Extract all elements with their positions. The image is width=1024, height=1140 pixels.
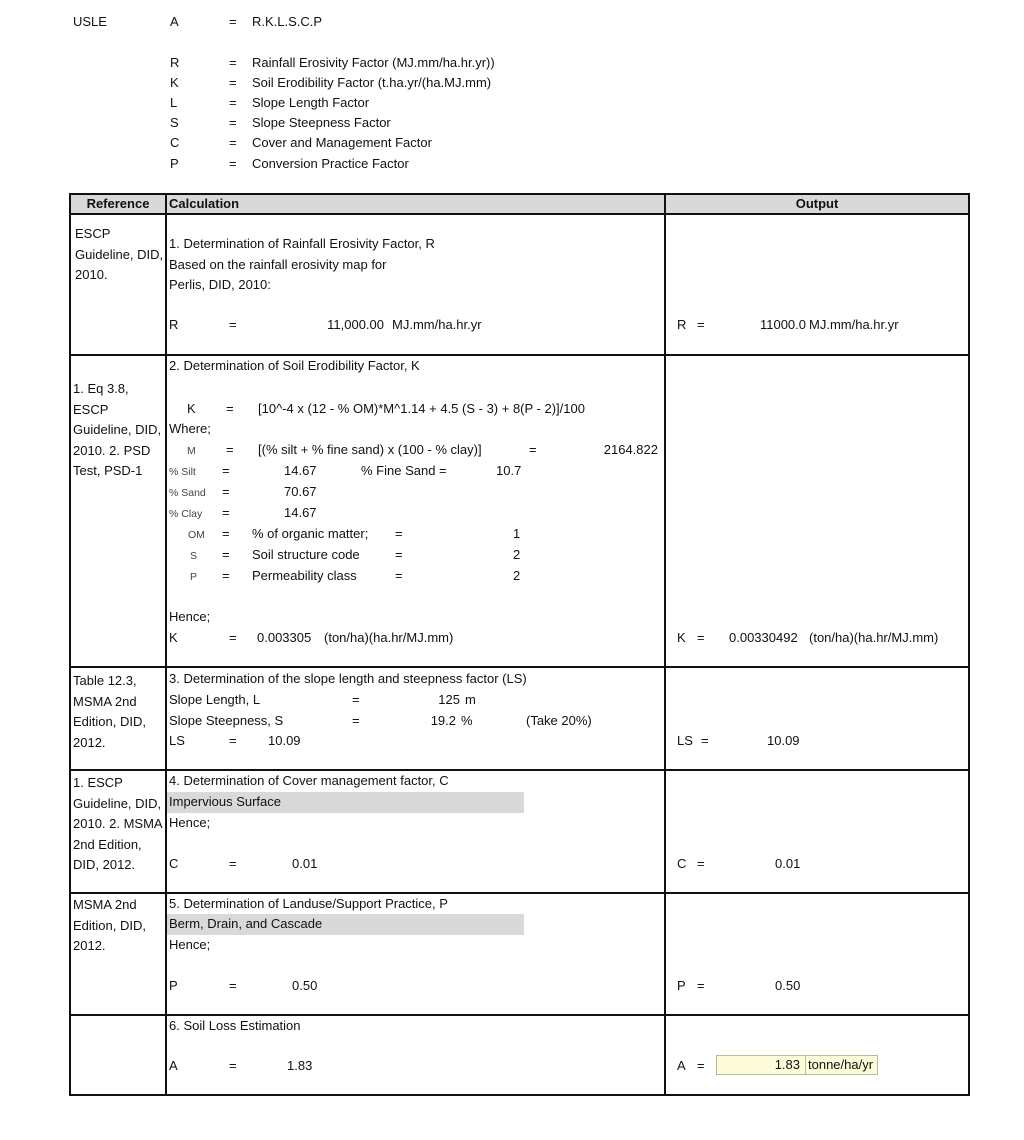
- calc-symbol: S: [190, 550, 198, 562]
- cell-divider: [805, 1056, 806, 1074]
- table-border: [69, 1094, 970, 1096]
- equals-sign: =: [229, 135, 237, 150]
- calc-text: % Fine Sand =: [361, 463, 447, 478]
- calc-value: 14.67: [284, 505, 317, 520]
- definition-text: Cover and Management Factor: [252, 135, 432, 150]
- section-title: 5. Determination of Landuse/Support Practice, P: [169, 896, 448, 911]
- calc-value: 2: [513, 568, 521, 583]
- calc-unit: (ton/ha)(ha.hr/MJ.mm): [324, 630, 454, 645]
- table-border: [69, 193, 71, 1096]
- section-title: 1. Determination of Rainfall Erosivity Factor, R: [169, 236, 435, 251]
- calc-unit: m: [465, 692, 476, 707]
- soil-loss-result-cell[interactable]: [716, 1055, 878, 1075]
- usle-formula-row: [0, 14, 1024, 30]
- calc-text: Hence;: [169, 609, 211, 624]
- equals-sign: =: [395, 568, 403, 583]
- usle-label: USLE: [73, 14, 107, 29]
- equals-sign: =: [697, 317, 705, 332]
- calc-symbol: % Silt: [169, 466, 196, 478]
- output-value: 11000.0: [759, 317, 806, 332]
- reference-cell: Table 12.3, MSMA 2nd Edition, DID, 2012.: [73, 673, 146, 750]
- calc-symbol: R: [169, 317, 179, 332]
- equals-sign: =: [229, 317, 237, 332]
- equals-sign: =: [229, 95, 237, 110]
- table-border: [664, 193, 666, 1096]
- definition-row: [0, 115, 1024, 131]
- definition-symbol: P: [170, 156, 179, 171]
- section-title: 4. Determination of Cover management factor, C: [169, 773, 449, 788]
- calc-value: 2: [513, 547, 521, 562]
- definition-row: [0, 75, 1024, 91]
- soil-loss-value: 1.83: [774, 1057, 800, 1072]
- calc-unit: %: [461, 713, 473, 728]
- equals-sign: =: [229, 1058, 237, 1073]
- definition-row: [0, 55, 1024, 71]
- definition-text: Soil Erodibility Factor (t.ha.yr/(ha.MJ.mm): [252, 75, 492, 90]
- calc-text: Slope Steepness, S: [169, 713, 284, 728]
- calc-unit: MJ.mm/ha.hr.yr: [392, 317, 482, 332]
- reference-cell: 1. Eq 3.8, ESCP Guideline, DID, 2010. 2. PSD Test, PSD-1: [73, 381, 162, 478]
- definition-row: [0, 156, 1024, 172]
- reference-cell: MSMA 2nd Edition, DID, 2012.: [73, 897, 146, 953]
- table-border: [69, 213, 970, 215]
- table-border: [69, 769, 970, 771]
- header-calculation: Calculation: [169, 196, 240, 211]
- equals-sign: =: [222, 526, 230, 541]
- m-value: 2164.822: [603, 442, 658, 457]
- definition-text: Slope Steepness Factor: [252, 115, 391, 130]
- calc-text: Soil structure code: [252, 547, 360, 562]
- output-unit: (ton/ha)(ha.hr/MJ.mm): [809, 630, 939, 645]
- equals-sign: =: [226, 401, 234, 416]
- calc-symbol: P: [190, 571, 198, 583]
- calc-value: 1: [513, 526, 521, 541]
- definition-symbol: K: [170, 75, 179, 90]
- output-unit: MJ.mm/ha.hr.yr: [809, 317, 899, 332]
- output-symbol: P: [677, 978, 686, 993]
- output-value: 0.00330492: [729, 630, 798, 645]
- definition-symbol: C: [170, 135, 180, 150]
- output-value: 10.09: [767, 733, 800, 748]
- calc-value: 0.50: [292, 978, 318, 993]
- calc-value: 14.67: [284, 463, 317, 478]
- equals-sign: =: [229, 156, 237, 171]
- calc-text: % of organic matter;: [252, 526, 369, 541]
- equals-sign: =: [226, 442, 234, 457]
- calc-note: (Take 20%): [526, 713, 592, 728]
- calc-text: Hence;: [169, 815, 211, 830]
- calc-symbol: A: [169, 1058, 178, 1073]
- calc-text: Based on the rainfall erosivity map for: [169, 257, 387, 272]
- output-symbol: A: [677, 1058, 686, 1073]
- table-border: [69, 1014, 970, 1016]
- calc-value: 1.83: [287, 1058, 313, 1073]
- output-symbol: R: [677, 317, 687, 332]
- equals-sign: =: [229, 75, 237, 90]
- equals-sign: =: [352, 692, 360, 707]
- table-border: [69, 354, 970, 356]
- definition-symbol: R: [170, 55, 180, 70]
- equals-sign: =: [229, 14, 237, 29]
- reference-cell: ESCP Guideline, DID, 2010.: [75, 226, 164, 282]
- definition-text: Conversion Practice Factor: [252, 156, 409, 171]
- calc-value: 19.2: [430, 713, 456, 728]
- calc-symbol: K: [169, 630, 178, 645]
- cover-type: Impervious Surface: [169, 794, 281, 809]
- calc-value: 0.01: [292, 856, 318, 871]
- output-symbol: C: [677, 856, 687, 871]
- soil-loss-unit: tonne/ha/yr: [808, 1057, 874, 1072]
- calc-text: Slope Length, L: [169, 692, 261, 707]
- equals-sign: =: [229, 856, 237, 871]
- calc-symbol: M: [187, 445, 196, 457]
- calc-symbol: P: [169, 978, 178, 993]
- calc-symbol: % Clay: [169, 508, 203, 520]
- calc-text: Hence;: [169, 937, 211, 952]
- equals-sign: =: [697, 630, 705, 645]
- formula-symbol: A: [170, 14, 179, 29]
- calc-value: 125: [438, 692, 460, 707]
- m-formula: [(% silt + % fine sand) x (100 - % clay)]: [258, 442, 482, 457]
- table-border: [69, 666, 970, 668]
- equals-sign: =: [395, 526, 403, 541]
- calc-text: Permeability class: [252, 568, 357, 583]
- calc-value: 10.09: [268, 733, 301, 748]
- equals-sign: =: [222, 463, 230, 478]
- support-practice: Berm, Drain, and Cascade: [169, 916, 323, 931]
- calc-value: 70.67: [284, 484, 317, 499]
- equals-sign: =: [395, 547, 403, 562]
- equals-sign: =: [529, 442, 537, 457]
- calc-text: Perlis, DID, 2010:: [169, 277, 271, 292]
- equals-sign: =: [229, 978, 237, 993]
- definition-text: Rainfall Erosivity Factor (MJ.mm/ha.hr.yr)): [252, 55, 495, 70]
- calc-symbol: OM: [188, 529, 205, 541]
- equals-sign: =: [229, 55, 237, 70]
- definition-symbol: L: [170, 95, 178, 110]
- equals-sign: =: [697, 1058, 705, 1073]
- section-title: 3. Determination of the slope length and steepness factor (LS): [169, 671, 527, 686]
- definition-symbol: S: [170, 115, 179, 130]
- table-border: [165, 193, 167, 1096]
- output-value: 0.50: [775, 978, 801, 993]
- equals-sign: =: [222, 505, 230, 520]
- equals-sign: =: [697, 978, 705, 993]
- k-formula: [10^-4 x (12 - % OM)*M^1.14 + 4.5 (S - 3) + 8(P - 2)]/100: [258, 401, 585, 416]
- output-symbol: LS: [677, 733, 693, 748]
- equals-sign: =: [229, 733, 237, 748]
- usle-formula: R.K.L.S.C.P: [252, 14, 323, 29]
- calc-value: 0.003305: [257, 630, 312, 645]
- equals-sign: =: [229, 115, 237, 130]
- table-border: [968, 193, 970, 1096]
- output-symbol: K: [677, 630, 686, 645]
- equals-sign: =: [222, 484, 230, 499]
- definition-row: [0, 95, 1024, 111]
- equals-sign: =: [352, 713, 360, 728]
- calc-text: Where;: [169, 421, 211, 436]
- equals-sign: =: [697, 856, 705, 871]
- header-output: Output: [795, 196, 839, 211]
- calc-symbol: K: [187, 401, 196, 416]
- header-reference: Reference: [86, 196, 150, 211]
- calc-value: 11,000.00: [327, 317, 384, 332]
- table-border: [69, 892, 970, 894]
- output-value: 0.01: [775, 856, 801, 871]
- equals-sign: =: [222, 547, 230, 562]
- calc-symbol: % Sand: [169, 487, 206, 499]
- definition-text: Slope Length Factor: [252, 95, 370, 110]
- equals-sign: =: [701, 733, 709, 748]
- calc-symbol: C: [169, 856, 179, 871]
- section-title: 6. Soil Loss Estimation: [169, 1018, 301, 1033]
- calc-symbol: LS: [169, 733, 185, 748]
- calc-value: 10.7: [496, 463, 522, 478]
- section-title: 2. Determination of Soil Erodibility Factor, K: [169, 358, 420, 373]
- reference-cell: 1. ESCP Guideline, DID, 2010. 2. MSMA 2nd Edition, DID, 2012.: [73, 775, 162, 872]
- equals-sign: =: [222, 568, 230, 583]
- definition-row: [0, 135, 1024, 151]
- equals-sign: =: [229, 630, 237, 645]
